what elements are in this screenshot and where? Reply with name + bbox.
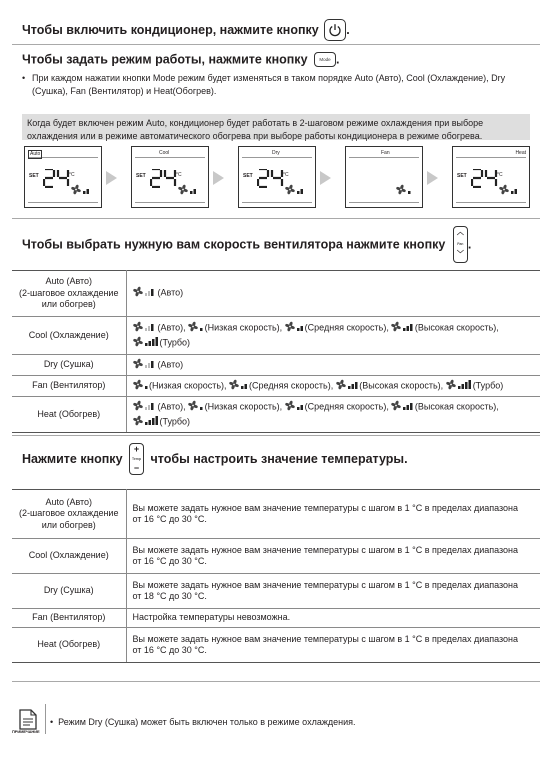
lcd-panel-dry <box>238 146 316 208</box>
table-row: Fan (Вентилятор) (Низкая скорость), (Средняя скорость), (Высокая скорость), (Турбо) <box>12 376 540 397</box>
fan-speeds-cell: (Авто), (Низкая скорость), (Средняя скорость), (Высокая скорость), (Турбо) <box>126 317 540 355</box>
sequence-arrow-icon <box>106 171 117 185</box>
fan-turbo-icon <box>133 336 159 351</box>
fan-low-icon <box>188 400 204 415</box>
lcd-set-label: SET <box>136 173 146 179</box>
table-row: Dry (Сушка) Вы можете задать нужное вам значение температуры с шагом в 1 °C в пределах диапазона от 18 °C до 30 °C. <box>12 574 540 609</box>
lcd-set-label: SET <box>29 173 39 179</box>
table-row: Heat (Обогрев) (Авто), (Низкая скорость), (Средняя скорость), (Высокая скорость), (Турбо) <box>12 397 540 433</box>
power-heading: Чтобы включить кондиционер, нажмите кнопку . <box>22 19 350 41</box>
temperature-table <box>12 489 540 663</box>
lcd-mode-label: Heat <box>515 150 526 156</box>
divider <box>12 681 540 682</box>
table-row: Cool (Охлаждение) Вы можете задать нужное вам значение температуры с шагом в 1 °C в пределах диапазона от 16 °C до 30 °C. <box>12 539 540 574</box>
lcd-bottom-line <box>242 202 312 203</box>
fan-auto-icon <box>133 358 157 373</box>
fan-icon <box>285 184 304 197</box>
divider <box>12 435 540 436</box>
fan-auto-icon <box>133 400 157 415</box>
mode-bullet: • При каждом нажатии кнопки Mode режим будет изменяться в таком порядке Auto (Авто), Cool (Охлаждение), Dry (Сушка), Fan (Вентилятор) и Heat(Обогрев). <box>22 73 506 96</box>
fan-button-icon: ︿ Fan ﹀ <box>453 226 468 263</box>
lcd-mode-label: Dry <box>272 150 280 156</box>
lcd-bottom-line <box>135 202 205 203</box>
temp-button-icon: + Temp − <box>129 443 144 475</box>
lcd-bottom-line <box>456 202 526 203</box>
fan-low-icon <box>133 379 149 394</box>
fan-high-icon <box>391 400 414 415</box>
lcd-mode-bar <box>349 150 419 158</box>
sequence-arrow-icon <box>320 171 331 185</box>
fan-speeds-cell: (Низкая скорость), (Средняя скорость), (Высокая скорость), (Турбо) <box>126 376 540 397</box>
table-row: Heat (Обогрев) Вы можете задать нужное вам значение температуры с шагом в 1 °C в пределах диапазона от 16 °C до 30 °C. <box>12 628 540 663</box>
auto-mode-note-text: Когда будет включен режим Auto, кондиционер будет работать в 2-шаговом режиме охлаждения при выборе охлаждения или в режиме автоматического обогрева при выборе работы кондиционера в режиме обогрева. <box>27 118 484 141</box>
lcd-mode-label: Cool <box>159 150 170 156</box>
lcd-panel-fan <box>345 146 423 208</box>
lcd-panel-heat <box>452 146 530 208</box>
fan-low-icon <box>188 321 204 336</box>
lcd-unit-label: °C <box>176 172 182 178</box>
fan-auto-icon <box>133 286 157 301</box>
lcd-panel-cool <box>131 146 209 208</box>
lcd-unit-label: °C <box>497 172 503 178</box>
lcd-temperature-digits <box>471 169 499 190</box>
fan-turbo-icon <box>446 379 472 394</box>
lcd-bottom-line <box>28 202 98 203</box>
chevron-up-icon: ︿ <box>456 229 464 236</box>
fan-speeds-cell: (Авто), (Низкая скорость), (Средняя скорость), (Высокая скорость), (Турбо) <box>126 397 540 433</box>
lcd-mode-label: Auto <box>30 151 41 157</box>
fan-icon <box>71 184 90 197</box>
temp-range-cell: Вы можете задать нужное вам значение температуры с шагом в 1 °C в пределах диапазона от 16 °C до 30 °C. <box>126 539 540 574</box>
table-row: Dry (Сушка) (Авто) <box>12 355 540 376</box>
mode-heading: Чтобы задать режим работы, нажмите кнопку Mode . <box>22 52 340 67</box>
fan-medium-icon <box>229 379 248 394</box>
table-row <box>12 490 540 539</box>
fan-turbo-icon <box>133 415 159 430</box>
fan-heading: Чтобы выбрать нужную вам скорость вентилятора нажмите кнопку ︿ Fan ﹀ . <box>22 226 471 263</box>
lcd-bottom-line <box>349 202 419 203</box>
lcd-unit-label: °C <box>69 172 75 178</box>
lcd-mode-bar <box>242 150 312 158</box>
fan-high-icon <box>391 321 414 336</box>
sequence-arrow-icon <box>427 171 438 185</box>
fan-icon <box>396 184 412 197</box>
table-row: Fan (Вентилятор) Настройка температуры невозможна. <box>12 609 540 628</box>
lcd-set-label: SET <box>243 173 253 179</box>
divider <box>12 218 540 219</box>
lcd-temperature-digits <box>43 169 71 190</box>
lcd-mode-bar <box>456 150 526 158</box>
fan-high-icon <box>336 379 359 394</box>
temp-heading: Нажмите кнопку + Temp − чтобы настроить значение температуры. <box>22 444 408 473</box>
note-text: • Режим Dry (Сушка) может быть включен только в режиме охлаждения. <box>50 717 356 727</box>
mode-cell: Auto (Авто) (2-шаговое охлаждение или обогрев) <box>12 490 126 539</box>
divider <box>12 44 540 45</box>
lcd-mode-bar <box>135 150 205 158</box>
mode-cell: Auto (Авто) (2-шаговое охлаждение или обогрев) <box>12 271 126 317</box>
mode-button-icon: Mode <box>314 52 336 67</box>
power-button-icon <box>324 19 346 41</box>
lcd-mode-bar <box>28 150 98 158</box>
minus-icon: − <box>133 463 140 473</box>
fan-icon <box>499 184 518 197</box>
table-row <box>12 271 540 317</box>
fan-speeds-cell: (Авто) <box>126 271 540 317</box>
lcd-temperature-digits <box>150 169 178 190</box>
fan-medium-icon <box>285 400 304 415</box>
lcd-set-label: SET <box>457 173 467 179</box>
note-label: ПРИМЕЧАНИЕ <box>12 729 40 734</box>
chevron-down-icon: ﹀ <box>456 251 464 258</box>
fan-medium-icon <box>285 321 304 336</box>
lcd-temperature-digits <box>257 169 285 190</box>
temp-range-cell: Вы можете задать нужное вам значение температуры с шагом в 1 °C в пределах диапазона от 18 °C до 30 °C. <box>126 574 540 609</box>
fan-speeds-cell: (Авто) <box>126 355 540 376</box>
lcd-panel-auto <box>24 146 102 208</box>
note-divider <box>45 704 46 734</box>
fan-speed-table <box>12 270 540 433</box>
temp-range-cell: Вы можете задать нужное вам значение температуры с шагом в 1 °C в пределах диапазона от 16 °C до 30 °C. <box>126 628 540 663</box>
temp-range-cell: Вы можете задать нужное вам значение температуры с шагом в 1 °C в пределах диапазона от 16 °C до 30 °C. <box>126 490 540 539</box>
lcd-unit-label: °C <box>283 172 289 178</box>
table-row: Cool (Охлаждение) (Авто), (Низкая скорость), (Средняя скорость), (Высокая скорость), (Турбо) <box>12 317 540 355</box>
fan-auto-icon <box>133 321 157 336</box>
sequence-arrow-icon <box>213 171 224 185</box>
fan-icon <box>178 184 197 197</box>
plus-icon: + <box>133 444 140 454</box>
lcd-mode-label: Fan <box>381 150 390 156</box>
